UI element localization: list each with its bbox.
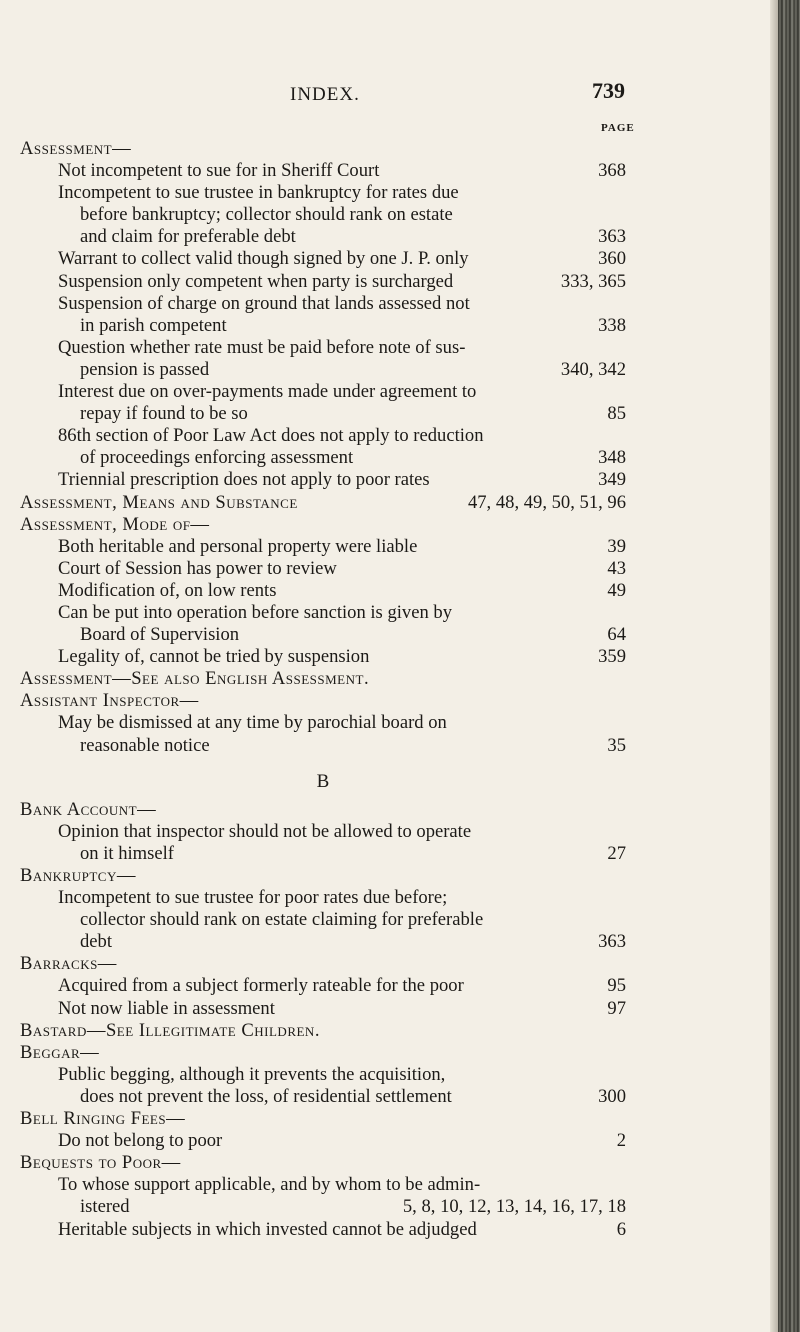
index-entry: [20, 1219, 626, 1241]
index-heading: [20, 690, 626, 712]
entry-page-ref: 43: [607, 557, 626, 579]
index-entry: [20, 843, 626, 865]
index-heading: [20, 668, 626, 690]
entry-text: Barracks—: [20, 953, 117, 975]
entry-page-ref: 348: [598, 447, 626, 469]
index-heading: [20, 799, 626, 821]
entry-text: Both heritable and personal property were liable: [58, 535, 418, 557]
entry-page-ref: 95: [607, 975, 626, 997]
index-entry: [20, 447, 626, 469]
index-entry: [20, 381, 626, 403]
entry-text: pension is passed: [80, 358, 210, 380]
index-heading: [20, 865, 626, 887]
entry-text: Public begging, although it prevents the acquisition,: [58, 1063, 446, 1085]
entry-text: Not incompetent to sue for in Sheriff Court: [58, 160, 380, 182]
entry-page-ref: 360: [598, 248, 626, 270]
entry-text: Bank Account—: [20, 798, 157, 820]
index-entries: [20, 138, 626, 1241]
entry-page-ref: 368: [598, 160, 626, 182]
entry-text: collector should rank on estate claiming for preferable: [80, 909, 484, 931]
entry-page-ref: 359: [598, 646, 626, 668]
entry-text: Modification of, on low rents: [58, 579, 277, 601]
index-heading: [20, 1020, 626, 1042]
entry-page-ref: 85: [607, 403, 626, 425]
index-entry: [20, 337, 626, 359]
index-entry: [20, 204, 626, 226]
index-entry: [20, 580, 626, 602]
entry-text: debt: [80, 931, 113, 953]
page-number: 739: [592, 78, 625, 103]
entry-text: Suspension of charge on ground that lands assessed not: [58, 292, 470, 314]
index-entry: [20, 998, 626, 1020]
entry-text: Bell Ringing Fees—: [20, 1108, 186, 1130]
entry-page-ref: 349: [598, 469, 626, 491]
entry-text: Assessment, Mode of—: [20, 513, 210, 535]
index-entry: [20, 887, 626, 909]
index-entry: [20, 558, 626, 580]
index-entry: [20, 712, 626, 734]
entry-page-ref: 47, 48, 49, 50, 51, 96: [467, 491, 626, 513]
entry-text: Triennial prescription does not apply to poor rates: [58, 469, 430, 491]
entry-text: Bankruptcy—: [20, 865, 136, 886]
index-heading: [20, 953, 626, 975]
entry-text: Court of Session has power to review: [58, 557, 337, 579]
entry-page-ref: 97: [607, 997, 626, 1019]
index-entry: [20, 1174, 626, 1196]
entry-text: Not now liable in assessment: [58, 997, 275, 1019]
index-entry: [20, 226, 626, 248]
entry-text: Beggar—: [20, 1041, 100, 1063]
entry-text: istered: [80, 1196, 130, 1218]
running-head-title: INDEX.: [290, 84, 360, 105]
index-entry: [20, 425, 626, 447]
entry-page-ref: 6: [616, 1218, 626, 1240]
index-entry: [20, 315, 626, 337]
entry-page-ref: 35: [607, 734, 626, 756]
entry-text: 86th section of Poor Law Act does not apply to reduction: [58, 425, 484, 447]
entry-text: Incompetent to sue trustee for poor rates due before;: [58, 887, 448, 909]
entry-text: Bequests to Poor—: [20, 1152, 181, 1174]
entry-page-ref: 27: [607, 842, 626, 864]
index-entry: [20, 248, 626, 270]
entry-text: before bankruptcy; collector should rank on estate: [80, 204, 453, 226]
book-spine: [778, 0, 800, 1332]
index-entry: [20, 646, 626, 668]
entry-text: Acquired from a subject formerly rateable for the poor: [58, 975, 464, 997]
entry-text: Suspension only competent when party is surcharged: [58, 270, 454, 292]
index-entry: [20, 182, 626, 204]
entry-text: Can be put into operation before sanction is given by: [58, 601, 452, 623]
index-entry: [20, 909, 626, 931]
entry-text: reasonable notice: [80, 734, 210, 756]
index-entry: [20, 536, 626, 558]
entry-text: Bastard—See Illegitimate Children.: [20, 1019, 320, 1041]
section-letter: B: [316, 770, 330, 792]
entry-page-ref: 64: [607, 624, 626, 646]
index-entry: [20, 975, 626, 997]
entry-page-ref: 49: [607, 579, 626, 601]
entry-text: and claim for preferable debt: [80, 226, 296, 248]
entry-text: Warrant to collect valid though signed by one J. P. only: [58, 248, 469, 270]
entry-text: Legality of, cannot be tried by suspension: [58, 646, 370, 668]
index-entry: [20, 1196, 626, 1218]
entry-text: Assessment—See also English Assessment.: [20, 668, 370, 690]
index-entry: [20, 403, 626, 425]
entry-text: Incompetent to sue trustee in bankruptcy for rates due: [58, 182, 459, 204]
entry-text: Board of Supervision: [80, 624, 240, 646]
entry-text: Assessment, Means and Substance: [20, 491, 298, 513]
entry-text: Interest due on over-payments made under agreement to: [58, 381, 477, 403]
entry-text: Assessment—: [20, 138, 132, 159]
index-entry: [20, 602, 626, 624]
entry-page-ref: 39: [607, 535, 626, 557]
index-heading: [20, 138, 626, 160]
index-entry: [20, 1064, 626, 1086]
index-heading: [20, 1152, 626, 1174]
entry-text: Assistant Inspector—: [20, 690, 199, 712]
index-entry: [20, 821, 626, 843]
entry-text: To whose support applicable, and by whom to be admin-: [58, 1174, 481, 1196]
entry-text: Question whether rate must be paid before note of sus-: [58, 336, 466, 358]
index-entry: [20, 624, 626, 646]
entry-text: in parish competent: [80, 314, 227, 336]
entry-text: Heritable subjects in which invested cannot be adjudged: [58, 1218, 477, 1240]
index-entry: [20, 931, 626, 953]
index-entry: [20, 293, 626, 315]
entry-page-ref: 300: [598, 1085, 626, 1107]
index-heading: [20, 514, 626, 536]
page-column-label: PAGE: [601, 122, 635, 134]
entry-text: does not prevent the loss, of residential settlement: [80, 1085, 452, 1107]
index-heading: [20, 492, 626, 514]
index-entry: [20, 469, 626, 491]
index-heading: [20, 1042, 626, 1064]
index-entry: [20, 1130, 626, 1152]
entry-text: of proceedings enforcing assessment: [80, 447, 354, 469]
index-entry: [20, 735, 626, 757]
entry-page-ref: 333, 365: [560, 270, 626, 292]
entry-text: Opinion that inspector should not be allowed to operate: [58, 820, 472, 842]
entry-page-ref: 2: [616, 1130, 626, 1152]
index-entry: [20, 359, 626, 381]
entry-page-ref: 5, 8, 10, 12, 13, 14, 16, 17, 18: [402, 1196, 626, 1218]
entry-text: May be dismissed at any time by parochial board on: [58, 712, 447, 734]
entry-page-ref: 363: [598, 226, 626, 248]
entry-text: on it himself: [80, 842, 174, 864]
entry-text: Do not belong to poor: [58, 1130, 223, 1152]
page-edge: [770, 0, 778, 1332]
index-entry: [20, 1086, 626, 1108]
index-entry: [20, 160, 626, 182]
entry-text: repay if found to be so: [80, 403, 248, 425]
entry-page-ref: 340, 342: [560, 358, 626, 380]
index-heading: [20, 1108, 626, 1130]
entry-page-ref: 338: [598, 314, 626, 336]
index-entry: [20, 271, 626, 293]
entry-page-ref: 363: [598, 931, 626, 953]
